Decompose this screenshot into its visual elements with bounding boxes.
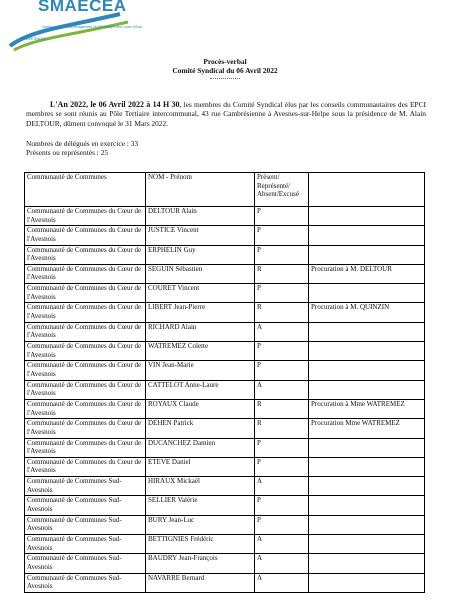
table-header-row <box>25 173 425 207</box>
status-cell: R <box>255 399 309 418</box>
intro-rest: , les membres du Comité Syndical élus par les conseils communautaires des EPCI membres se sont réunis au Pôle Tertiaire intercommunal, 43 rue Cambrésienne à Avesnes-sur-Helpe sous la présidence de M. Alain DELTOUR, dûment convoqué le 31 Mars 2022. <box>26 100 426 128</box>
header-cell <box>309 173 425 207</box>
table-row <box>25 399 425 418</box>
table-row <box>25 322 425 341</box>
proxy-note-cell <box>309 554 425 573</box>
member-name-cell: ETEVE Daniel <box>146 457 255 476</box>
delegates-in-office: Nombres de délégués en exercice : 33 <box>26 139 139 148</box>
proxy-note-cell <box>309 496 425 515</box>
member-name-cell: SEGUIN Sébastien <box>146 264 255 283</box>
member-name-cell: BAUDRY Jean-François <box>146 554 255 573</box>
member-name-cell: BURY Jean-Luc <box>146 515 255 534</box>
community-cell: Communauté de Communes Sud-Avesnois <box>25 515 146 534</box>
proxy-note-cell <box>309 438 425 457</box>
header-cell: Présent/ Représenté/ Absent/Excusé <box>255 173 309 207</box>
status-cell: P <box>255 515 309 534</box>
proxy-note-cell <box>309 477 425 496</box>
table-row <box>25 535 425 554</box>
document-title: Procès-verbal <box>203 57 247 66</box>
proxy-note-cell <box>309 322 425 341</box>
status-cell: R <box>255 419 309 438</box>
table-row <box>25 264 425 283</box>
community-cell: Communauté de Communes Sud-Avesnois <box>25 496 146 515</box>
status-cell: A <box>255 477 309 496</box>
intro-lead: L'An 2022, le 06 Avril 2022 à 14 H 30 <box>50 100 180 109</box>
status-cell: P <box>255 207 309 226</box>
document-subtitle: Comité Syndical du 06 Avril 2022 <box>172 66 278 75</box>
member-name-cell: ERPHELIN Guy <box>146 245 255 264</box>
member-name-cell: VIN Jean-Marie <box>146 361 255 380</box>
table-row <box>25 477 425 496</box>
proxy-note-cell <box>309 245 425 264</box>
member-name-cell: LIBERT Jean-Pierre <box>146 303 255 322</box>
status-cell: A <box>255 554 309 573</box>
community-cell: Communauté de Communes du Cœur de l'Avesnois <box>25 399 146 418</box>
community-cell: Communauté de Communes du Cœur de l'Avesnois <box>25 457 146 476</box>
title-divider <box>210 78 240 79</box>
proxy-note-cell <box>309 573 425 592</box>
community-cell: Communauté de Communes du Cœur de l'Avesnois <box>25 438 146 457</box>
status-cell: P <box>255 342 309 361</box>
community-cell: Communauté de Communes du Cœur de l'Avesnois <box>25 264 146 283</box>
proxy-note-cell <box>309 284 425 303</box>
status-cell: A <box>255 573 309 592</box>
status-cell: P <box>255 438 309 457</box>
member-name-cell: BETTIGNIES Frédéric <box>146 535 255 554</box>
community-cell: Communauté de Communes Sud-Avesnois <box>25 535 146 554</box>
intro-paragraph <box>26 100 426 128</box>
svg-text:Syndicat Mixte d'Aménagement e: Syndicat Mixte d'Aménagement et d'Entretien des Cours d'Eau <box>42 25 142 29</box>
proxy-note-cell: Procuration à M. QUINZIN <box>309 303 425 322</box>
community-cell: Communauté de Communes Sud-Avesnois <box>25 477 146 496</box>
table-row <box>25 515 425 534</box>
table-row <box>25 380 425 399</box>
community-cell: Communauté de Communes du Cœur de l'Avesnois <box>25 342 146 361</box>
proxy-note-cell: Procuration à M. DELTOUR <box>309 264 425 283</box>
table-row <box>25 342 425 361</box>
proxy-note-cell <box>309 515 425 534</box>
status-cell: P <box>255 496 309 515</box>
community-cell: Communauté de Communes du Cœur de l'Avesnois <box>25 207 146 226</box>
proxy-note-cell <box>309 380 425 399</box>
member-name-cell: DELTOUR Alain <box>146 207 255 226</box>
delegates-present: Présents ou représentés : 25 <box>26 148 109 157</box>
member-name-cell: JUSTICE Vincent <box>146 226 255 245</box>
member-name-cell: DUCANCHEZ Damien <box>146 438 255 457</box>
member-name-cell: DEHEN Patrick <box>146 419 255 438</box>
community-cell: Communauté de Communes Sud-Avesnois <box>25 554 146 573</box>
proxy-note-cell: Procuration à Mme WATREMEZ <box>309 399 425 418</box>
community-cell: Communauté de Communes du Cœur de l'Avesnois <box>25 419 146 438</box>
status-cell: A <box>255 322 309 341</box>
member-name-cell: RICHARD Alain <box>146 322 255 341</box>
header-cell: NOM - Prénom <box>146 173 255 207</box>
table-row <box>25 226 425 245</box>
community-cell: Communauté de Communes du Cœur de l'Avesnois <box>25 284 146 303</box>
community-cell: Communauté de Communes du Cœur de l'Avesnois <box>25 303 146 322</box>
table-row <box>25 573 425 592</box>
community-cell: Communauté de Communes du Cœur de l'Avesnois <box>25 322 146 341</box>
community-cell: Communauté de Communes Sud-Avesnois <box>25 573 146 592</box>
table-row <box>25 245 425 264</box>
table-row <box>25 554 425 573</box>
proxy-note-cell: Procuration Mme WATREMEZ <box>309 419 425 438</box>
status-cell: R <box>255 303 309 322</box>
smaecea-logo <box>0 0 150 52</box>
table-row <box>25 284 425 303</box>
table-row <box>25 419 425 438</box>
proxy-note-cell <box>309 342 425 361</box>
member-name-cell: WATREMEZ Colette <box>146 342 255 361</box>
member-name-cell: NAVARRE Bernard <box>146 573 255 592</box>
status-cell: P <box>255 245 309 264</box>
member-name-cell: CATTELOT Anne-Laure <box>146 380 255 399</box>
table-row <box>25 438 425 457</box>
member-name-cell: SELLIER Valérie <box>146 496 255 515</box>
community-cell: Communauté de Communes du Cœur de l'Avesnois <box>25 226 146 245</box>
community-cell: Communauté de Communes du Cœur de l'Avesnois <box>25 361 146 380</box>
table-row <box>25 361 425 380</box>
proxy-note-cell <box>309 535 425 554</box>
proxy-note-cell <box>309 226 425 245</box>
proxy-note-cell <box>309 361 425 380</box>
community-cell: Communauté de Communes du Cœur de l'Avesnois <box>25 245 146 264</box>
status-cell: P <box>255 457 309 476</box>
community-cell: Communauté de Communes du Cœur de l'Avesnois <box>25 380 146 399</box>
table-row <box>25 457 425 476</box>
proxy-note-cell <box>309 457 425 476</box>
header-cell: Communauté de Communes <box>25 173 146 207</box>
table-row <box>25 207 425 226</box>
table-row <box>25 496 425 515</box>
status-cell: A <box>255 535 309 554</box>
member-name-cell: ROYAUX Claude <box>146 399 255 418</box>
status-cell: P <box>255 361 309 380</box>
status-cell: P <box>255 226 309 245</box>
proxy-note-cell <box>309 207 425 226</box>
status-cell: A <box>255 380 309 399</box>
status-cell: P <box>255 284 309 303</box>
member-name-cell: HIRAUX Mickaël <box>146 477 255 496</box>
table-row <box>25 303 425 322</box>
svg-text:AVESNOIS: AVESNOIS <box>26 36 47 41</box>
logo-name: SMAECEA <box>38 0 127 15</box>
status-cell: R <box>255 264 309 283</box>
member-name-cell: COURET Vincent <box>146 284 255 303</box>
attendance-table <box>24 172 425 593</box>
